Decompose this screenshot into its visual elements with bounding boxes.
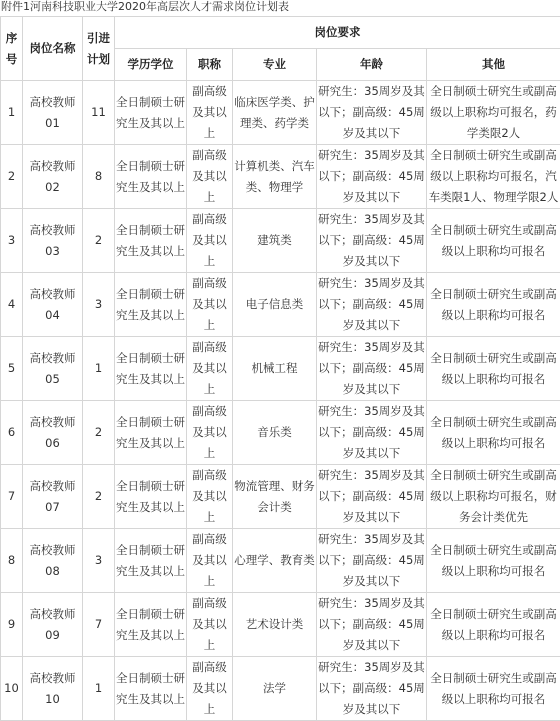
cell-major: 音乐类 <box>233 401 317 465</box>
cell-age: 研究生：35周岁及其以下；副高级：45周岁及其以下 <box>317 337 427 401</box>
cell-other: 全日制硕士研究生或副高级以上职称均可报名 <box>427 657 560 721</box>
cell-seq: 4 <box>1 273 23 337</box>
cell-age: 研究生：35周岁及其以下；副高级：45周岁及其以下 <box>317 81 427 145</box>
cell-title: 副高级及其以上 <box>187 209 233 273</box>
cell-title: 副高级及其以上 <box>187 657 233 721</box>
cell-age: 研究生：35周岁及其以下；副高级：45周岁及其以下 <box>317 657 427 721</box>
cell-title: 副高级及其以上 <box>187 81 233 145</box>
cell-title: 副高级及其以上 <box>187 529 233 593</box>
cell-major: 心理学、教育类 <box>233 529 317 593</box>
cell-title: 副高级及其以上 <box>187 401 233 465</box>
cell-quota: 3 <box>83 273 115 337</box>
cell-degree: 全日制硕士研究生及其以上 <box>115 209 187 273</box>
cell-major: 建筑类 <box>233 209 317 273</box>
cell-quota: 11 <box>83 81 115 145</box>
cell-age: 研究生：35周岁及其以下；副高级：45周岁及其以下 <box>317 145 427 209</box>
cell-seq: 1 <box>1 81 23 145</box>
table-row <box>1 657 560 721</box>
cell-age: 研究生：35周岁及其以下；副高级：45周岁及其以下 <box>317 209 427 273</box>
cell-quota: 2 <box>83 465 115 529</box>
cell-degree: 全日制硕士研究生及其以上 <box>115 337 187 401</box>
header-degree: 学历学位 <box>115 49 187 81</box>
cell-other: 全日制硕士研究生或副高级以上职称均可报名，药学类限2人 <box>427 81 560 145</box>
cell-quota: 7 <box>83 593 115 657</box>
cell-position: 高校教师09 <box>23 593 83 657</box>
cell-other: 全日制硕士研究生或副高级以上职称均可报名 <box>427 273 560 337</box>
table-row <box>1 465 560 529</box>
table-caption: 附件1河南科技职业大学2020年高层次人才需求岗位计划表 <box>0 0 560 16</box>
cell-other: 全日制硕士研究生或副高级以上职称均可报名，财务会计类优先 <box>427 465 560 529</box>
cell-seq: 6 <box>1 401 23 465</box>
header-title: 职称 <box>187 49 233 81</box>
cell-other: 全日制硕士研究生或副高级以上职称均可报名 <box>427 209 560 273</box>
cell-quota: 2 <box>83 401 115 465</box>
cell-major: 艺术设计类 <box>233 593 317 657</box>
cell-seq: 2 <box>1 145 23 209</box>
cell-major: 临床医学类、护理类、药学类 <box>233 81 317 145</box>
cell-title: 副高级及其以上 <box>187 593 233 657</box>
table-row <box>1 401 560 465</box>
cell-title: 副高级及其以上 <box>187 145 233 209</box>
cell-seq: 3 <box>1 209 23 273</box>
cell-age: 研究生：35周岁及其以下；副高级：45周岁及其以下 <box>317 529 427 593</box>
cell-seq: 8 <box>1 529 23 593</box>
cell-age: 研究生：35周岁及其以下；副高级：45周岁及其以下 <box>317 273 427 337</box>
cell-degree: 全日制硕士研究生及其以上 <box>115 593 187 657</box>
cell-seq: 10 <box>1 657 23 721</box>
table-row <box>1 529 560 593</box>
cell-seq: 7 <box>1 465 23 529</box>
cell-position: 高校教师06 <box>23 401 83 465</box>
cell-age: 研究生：35周岁及其以下；副高级：45周岁及其以下 <box>317 465 427 529</box>
cell-position: 高校教师02 <box>23 145 83 209</box>
cell-quota: 3 <box>83 529 115 593</box>
table-row <box>1 593 560 657</box>
table-row <box>1 145 560 209</box>
cell-quota: 8 <box>83 145 115 209</box>
cell-degree: 全日制硕士研究生及其以上 <box>115 401 187 465</box>
cell-quota: 2 <box>83 209 115 273</box>
cell-major: 物流管理、财务会计类 <box>233 465 317 529</box>
header-other: 其他 <box>427 49 560 81</box>
cell-title: 副高级及其以上 <box>187 273 233 337</box>
cell-quota: 1 <box>83 657 115 721</box>
cell-major: 电子信息类 <box>233 273 317 337</box>
cell-age: 研究生：35周岁及其以下；副高级：45周岁及其以下 <box>317 593 427 657</box>
cell-major: 计算机类、汽车类、物理学 <box>233 145 317 209</box>
cell-other: 全日制硕士研究生或副高级以上职称均可报名 <box>427 593 560 657</box>
header-age: 年龄 <box>317 49 427 81</box>
cell-seq: 5 <box>1 337 23 401</box>
table-row <box>1 273 560 337</box>
cell-degree: 全日制硕士研究生及其以上 <box>115 145 187 209</box>
cell-position: 高校教师10 <box>23 657 83 721</box>
cell-title: 副高级及其以上 <box>187 465 233 529</box>
cell-position: 高校教师04 <box>23 273 83 337</box>
cell-position: 高校教师07 <box>23 465 83 529</box>
header-quota: 引进计划 <box>83 17 115 81</box>
cell-age: 研究生：35周岁及其以下；副高级：45周岁及其以下 <box>317 401 427 465</box>
cell-major: 机械工程 <box>233 337 317 401</box>
cell-other: 全日制硕士研究生或副高级以上职称均可报名 <box>427 401 560 465</box>
header-position: 岗位名称 <box>23 17 83 81</box>
cell-other: 全日制硕士研究生或副高级以上职称均可报名 <box>427 529 560 593</box>
cell-degree: 全日制硕士研究生及其以上 <box>115 529 187 593</box>
cell-other: 全日制硕士研究生或副高级以上职称均可报名 <box>427 337 560 401</box>
table-row <box>1 209 560 273</box>
cell-position: 高校教师01 <box>23 81 83 145</box>
table-row <box>1 81 560 145</box>
cell-seq: 9 <box>1 593 23 657</box>
cell-major: 法学 <box>233 657 317 721</box>
cell-degree: 全日制硕士研究生及其以上 <box>115 657 187 721</box>
table-row <box>1 337 560 401</box>
header-seq: 序号 <box>1 17 23 81</box>
cell-quota: 1 <box>83 337 115 401</box>
cell-title: 副高级及其以上 <box>187 337 233 401</box>
header-major: 专业 <box>233 49 317 81</box>
position-plan-table <box>0 16 560 721</box>
cell-position: 高校教师05 <box>23 337 83 401</box>
cell-other: 全日制硕士研究生或副高级以上职称均可报名，汽车类限1人、物理学限2人 <box>427 145 560 209</box>
cell-position: 高校教师08 <box>23 529 83 593</box>
cell-position: 高校教师03 <box>23 209 83 273</box>
cell-degree: 全日制硕士研究生及其以上 <box>115 465 187 529</box>
cell-degree: 全日制硕士研究生及其以上 <box>115 81 187 145</box>
header-requirements: 岗位要求 <box>115 17 560 49</box>
cell-degree: 全日制硕士研究生及其以上 <box>115 273 187 337</box>
